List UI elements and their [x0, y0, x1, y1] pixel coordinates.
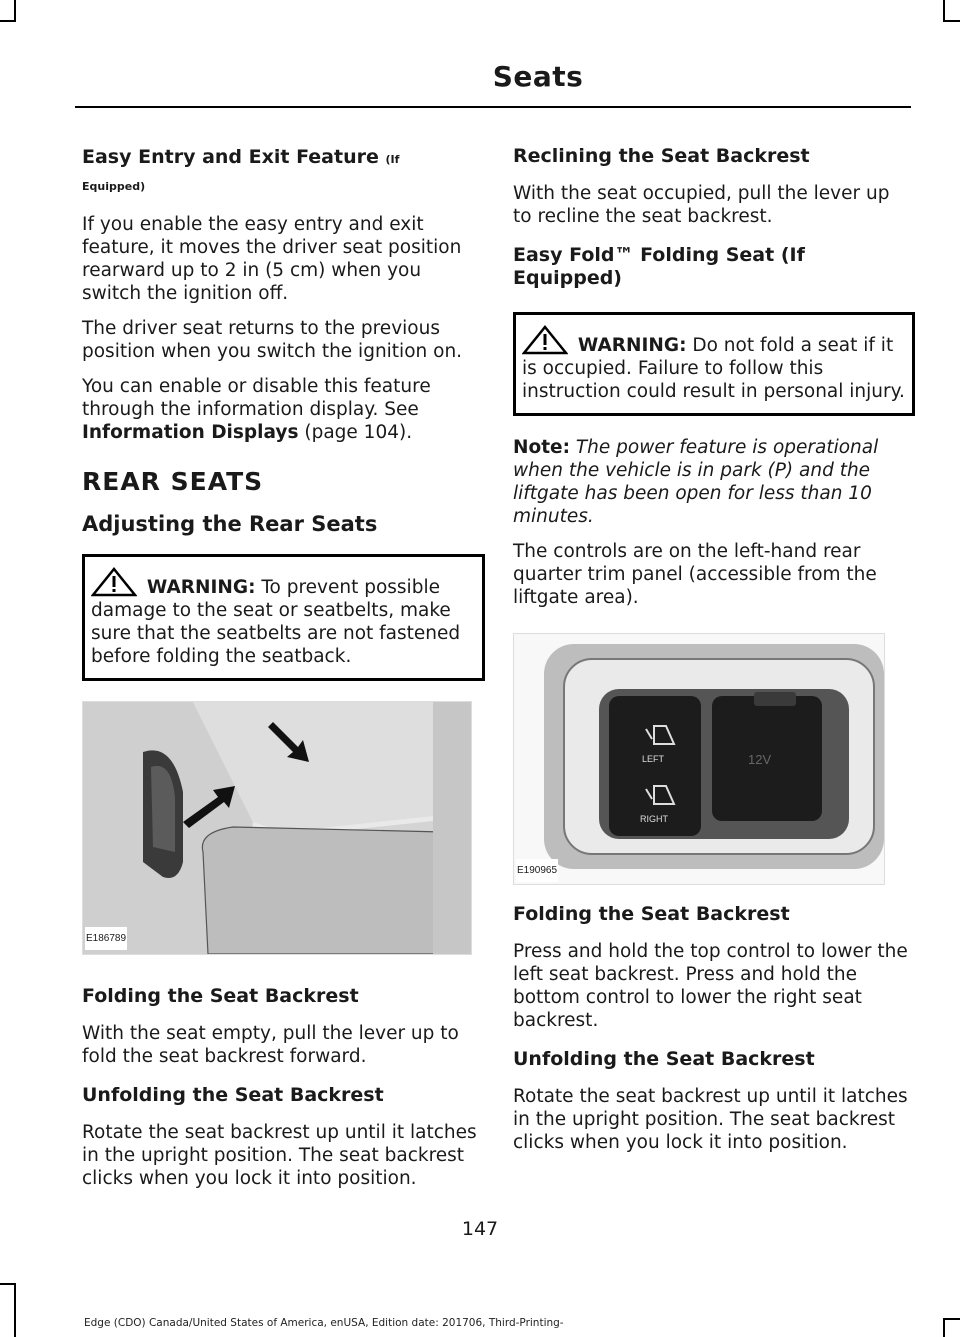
easy-entry-heading — [82, 145, 482, 199]
warning-triangle-icon — [522, 325, 568, 355]
crop-mark — [0, 1283, 16, 1285]
controls-text: The controls are on the left-hand rear quarter trim panel (accessible from the liftgate area). — [513, 541, 877, 608]
seat-controls-figure — [513, 633, 885, 885]
figure-id: E186789 — [85, 927, 127, 950]
crop-mark — [943, 1318, 960, 1320]
crop-mark — [14, 0, 16, 22]
crop-mark — [0, 20, 16, 22]
warning-text: To prevent possible damage to the seat or seatbelts, make sure that the seatbelts are not fastened before folding the seatback. — [91, 577, 461, 667]
easy-entry-qualifier-2: Equipped) — [82, 180, 146, 193]
rear-seats-title: REAR SEATS — [82, 467, 264, 496]
switch-left-label: LEFT — [642, 754, 665, 764]
page-ref: (page 104). — [298, 422, 413, 443]
folding-text-right: Press and hold the top control to lower the left seat backrest. Press and hold the bottom control to lower the right seat backrest. — [513, 941, 908, 1031]
warning-box — [82, 554, 485, 681]
easy-entry-paragraph-1: If you enable the easy entry and exit feature, it moves the driver seat position rearward up to 2 in (5 cm) when you switch the ignition off. — [82, 214, 462, 304]
note-text: The power feature is operational when the vehicle is in park (P) and the liftgate has been open for less than 10 minutes. — [513, 437, 879, 527]
note-paragraph — [513, 436, 913, 528]
information-displays-link[interactable]: Information Displays — [82, 422, 299, 443]
outlet-label: 12V — [748, 752, 772, 767]
warning-text-right: Do not fold a seat if it is occupied. Failure to follow this instruction could result in personal injury. — [522, 335, 905, 402]
folding-title-right: Folding the Seat Backrest — [513, 903, 790, 925]
crop-mark — [943, 0, 945, 22]
right-column — [513, 145, 913, 1166]
easy-entry-title: Easy Entry and Exit Feature — [82, 146, 379, 168]
easy-entry-p3-text: You can enable or disable this feature through the information display. See — [82, 376, 431, 420]
reclining-title: Reclining the Seat Backrest — [513, 145, 810, 167]
figure-id-right: E190965 — [516, 859, 558, 882]
warning-box-right — [513, 312, 915, 416]
seat-controls-illustration — [514, 634, 884, 884]
crop-mark — [943, 20, 960, 22]
left-column — [82, 145, 482, 1202]
unfolding-title-left: Unfolding the Seat Backrest — [82, 1084, 384, 1106]
footer-text: Edge (CDO) Canada/United States of America, enUSA, Edition date: 201706, Third-Printing- — [84, 1317, 564, 1329]
easy-entry-qualifier: (If — [385, 153, 400, 166]
unfolding-text-right: Rotate the seat backrest up until it latches in the upright position. The seat backrest clicks when you lock it into position. — [513, 1086, 908, 1153]
crop-mark — [14, 1283, 16, 1337]
warning-label-right: WARNING: — [577, 335, 687, 356]
reclining-text: With the seat occupied, pull the lever up to recline the seat backrest. — [513, 183, 890, 227]
unfolding-text-left: Rotate the seat backrest up until it latches in the upright position. The seat backrest clicks when you lock it into position. — [82, 1122, 477, 1189]
crop-mark — [943, 1318, 945, 1337]
note-label: Note: — [513, 437, 570, 458]
switch-right-label: RIGHT — [640, 814, 668, 824]
rear-seat-lever-figure — [82, 701, 472, 955]
easy-entry-paragraph-2: The driver seat returns to the previous position when you switch the ignition on. — [82, 318, 463, 362]
page-number: 147 — [461, 1218, 499, 1240]
folding-title-left: Folding the Seat Backrest — [82, 985, 359, 1007]
adjusting-rear-seats-title: Adjusting the Rear Seats — [82, 512, 378, 536]
folding-text-left: With the seat empty, pull the lever up to fold the seat backrest forward. — [82, 1023, 459, 1067]
rear-seat-illustration — [83, 702, 471, 954]
warning-label: WARNING: — [146, 577, 256, 598]
warning-triangle-icon — [91, 567, 137, 597]
header-rule — [75, 106, 911, 108]
easy-fold-title: Easy Fold™ Folding Seat (If Equipped) — [513, 244, 805, 289]
page-header-title: Seats — [492, 60, 584, 93]
unfolding-title-right: Unfolding the Seat Backrest — [513, 1048, 815, 1070]
easy-entry-paragraph-3 — [82, 375, 482, 444]
